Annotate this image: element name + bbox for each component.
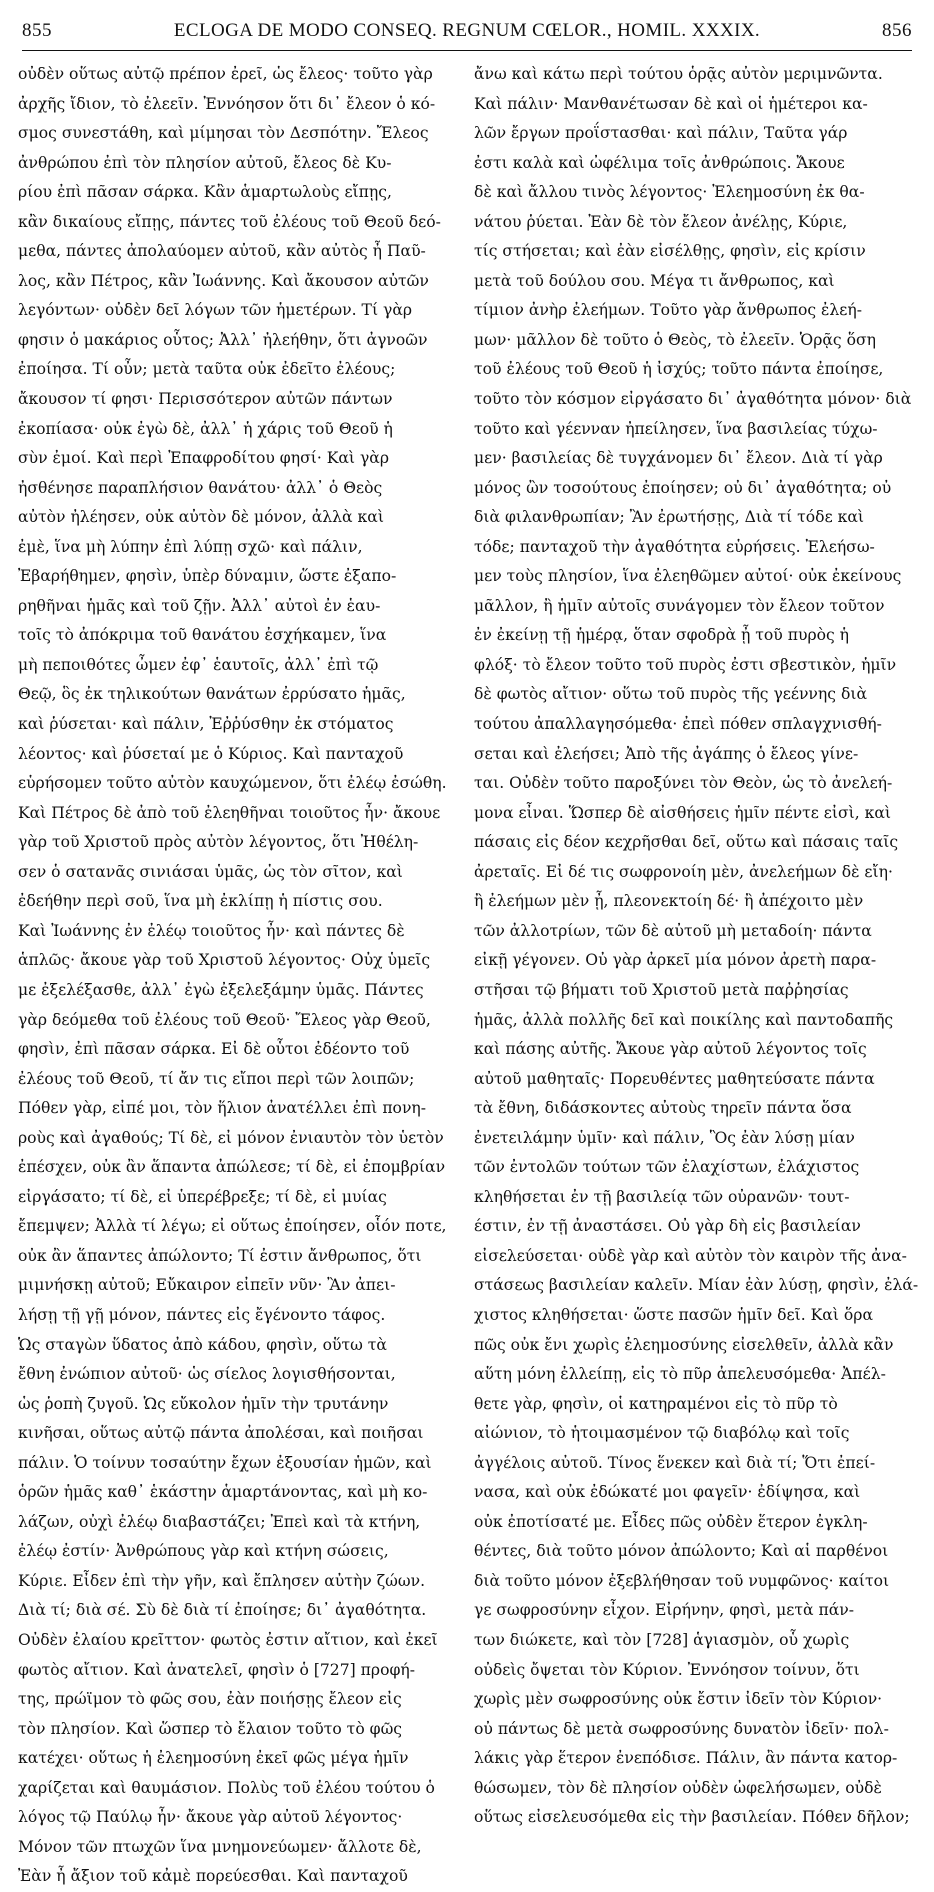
text-line: φλόξ· τὸ ἔλεον τοῦτο τοῦ πυρὸς ἐστι σβεστικὸν, ἡμῖν [474,655,897,674]
text-line: Καὶ Πέτρος δὲ ἀπὸ τοῦ ἐλεηθῆναι τοιοῦτος ἦν· ἄκουε [18,803,441,822]
text-line: αὐτοῦ μαθηταῖς· Πορευθέντες μαθητεύσατε πάντα [474,1069,875,1088]
text-line: διὰ τοῦτο μόνον ἐξεβλήθησαν τοῦ νυμφῶνος· καίτοι [474,1571,890,1590]
text-line: γὰρ τοῦ Χριστοῦ πρὸς αὐτὸν λέγοντος, ὅτι Ἠθέλη- [18,833,419,852]
text-line: γε σωφροσύνην εἶχον. Εἰρήνην, φησὶ, μετὰ πάν- [474,1601,855,1620]
text-line: ὁρῶν ἡμᾶς καθ᾽ ἑκάστην ἁμαρτάνοντας, καὶ μὴ κο- [18,1483,428,1502]
text-line: διὰ φιλανθρωπίαν; Ἂν ἐρωτήσῃς, Διὰ τί τόδε καὶ [474,508,864,527]
text-line: ἔπεμψεν; Ἀλλὰ τί λέγω; εἰ οὕτως ἐποίησεν, οἷόν ποτε, [18,1217,447,1236]
text-line: κληθήσεται ἐν τῇ βασιλείᾳ τῶν οὐρανῶν· τουτ- [474,1187,850,1206]
text-line: τῶν ἐντολῶν τούτων τῶν ἐλαχίστων, ἐλάχιστος [474,1158,860,1177]
text-line: λάζων, οὐχὶ ἐλέῳ διαβαστάζει; Ἐπεὶ καὶ τὰ κτήνη, [18,1512,421,1531]
text-line: σεν ὁ σατανᾶς σινιάσαι ὑμᾶς, ὡς τὸν σῖτον, καὶ [18,862,403,881]
text-line: Μόνον τῶν πτωχῶν ἵνα μνημονεύωμεν· ἄλλοτε δὲ, [18,1837,422,1856]
text-line: των διώκετε, καὶ τὸν [728] ἁγιασμὸν, οὗ χωρὶς [474,1630,850,1649]
text-line: Ἐβαρήθημεν, φησὶν, ὑπὲρ δύναμιν, ὥστε ἐξαπο- [18,567,397,586]
text-line: της, πρώϊμον τὸ φῶς σου, ἐὰν ποιήσῃς ἔλεον εἰς [18,1690,402,1709]
text-line: Ὡς σταγὼν ὕδατος ἀπὸ κάδου, φησὶν, οὕτω τὰ [18,1335,387,1354]
text-line: ἀγγέλοις αὐτοῦ. Τίνος ἕνεκεν καὶ διὰ τί; Ὅτι ἐπεί- [474,1453,876,1472]
text-line: σὺν ἐμοί. Καὶ περὶ Ἐπαφροδίτου φησί· Καὶ γὰρ [18,449,390,468]
text-line: ἐνετειλάμην ὑμῖν· καὶ πάλιν, Ὃς ἐὰν λύσῃ μίαν [474,1128,855,1147]
text-line: τῶν ἀλλοτρίων, τῶν δὲ αὐτοῦ μὴ μεταδοίη· πάντα [474,921,872,940]
text-line: ροὺς καὶ ἀγαθούς; Τί δὲ, εἰ μόνον ἐνιαυτὸν τὸν ὑετὸν [18,1128,444,1147]
text-line: οὕτως εἰσελευσόμεθα εἰς τὴν βασιλείαν. Πόθεν δῆλον; [474,1808,910,1827]
text-line: δὲ καὶ ἄλλου τινὸς λέγοντος· Ἐλεημοσύνη ἐκ θα- [474,183,865,202]
text-line: τὸν πλησίον. Καὶ ὥσπερ τὸ ἔλαιον τοῦτο τὸ φῶς [18,1719,403,1738]
running-title: ECLOGA DE MODO CONSEQ. REGNUM CŒLOR., HOMIL. XXXIX. [173,20,761,41]
text-line: ἐλέῳ ἐστίν· Ἀνθρώπους γὰρ καὶ κτήνη σώσεις, [18,1542,389,1561]
text-line: λήσῃ τῇ γῇ μόνον, πάντες εἰς ἔγένοντο τάφος. [18,1305,386,1324]
text-line: εἰκῇ γέγονεν. Οὐ γὰρ ἀρκεῖ μία μόνον ἀρετὴ παρα- [474,951,877,970]
text-line: ἐδεήθην περὶ σοῦ, ἵνα μὴ ἐκλίπῃ ἡ πίστις σου. [18,892,383,911]
text-line: τοῦ ἐλέους τοῦ Θεοῦ ἡ ἰσχύς; τοῦτο πάντα ἐποίησε, [474,360,884,379]
text-line: Πόθεν γὰρ, εἰπέ μοι, τὸν ἥλιον ἀνατέλλει ἐπὶ πονη- [18,1099,427,1118]
text-line: ἄνω καὶ κάτω περὶ τούτου ὁρᾷς αὐτὸν μεριμνῶντα. [474,65,883,83]
text-line: τίμιον ἀνὴρ ἐλεήμων. Τοῦτο γὰρ ἄνθρωπος ἐλεή- [474,301,862,320]
text-line: κινῆσαι, οὕτως αὐτῷ πάντα ἀπολέσαι, καὶ ποιῆσαι [18,1424,424,1443]
text-line: ρηθῆναι ἡμᾶς καὶ τοῦ ζῇν. Ἀλλ᾽ αὐτοὶ ἐν ἑαυ- [18,596,381,615]
text-line: σμος συνεστάθη, καὶ μίμησαι τὸν Δεσπότην. Ἔλεος [18,124,429,143]
text-line: αἰώνιον, τὸ ἡτοιμασμένον τῷ διαβόλῳ καὶ τοῖς [474,1424,850,1443]
text-line: καὶ ῥύσεται· καὶ πάλιν, Ἐῤῥύσθην ἐκ στόματος [18,715,394,734]
text-line: τοῦτο καὶ γέενναν ἠπείλησεν, ἵνα βασιλείας τύχω- [474,419,878,438]
text-line: οὐκ ἂν ἅπαντες ἀπώλοντο; Τί ἐστιν ἄνθρωπος, ὅτι [18,1246,422,1265]
text-line: ἐν ἐκείνῃ τῇ ἡμέρᾳ, ὅταν σφοδρὰ ᾖ τοῦ πυρὸς ἡ [474,626,850,645]
text-line: ἐπέσχεν, οὐκ ἂν ἅπαντα ἀπώλεσε; τί δὲ, εἰ ἐπομβρίαν [18,1158,446,1177]
text-line: ἡμᾶς, ἀλλὰ πολλῆς δεῖ καὶ ποικίλης καὶ παντοδαπῆς [474,1010,894,1029]
text-line: θετε γὰρ, φησὶν, οἱ κατηραμένοι εἰς τὸ πῦρ τὸ [474,1394,838,1413]
text-line: λέοντος· καὶ ῥύσεταί με ὁ Κύριος. Καὶ πανταχοῦ [18,744,404,763]
text-line: μεν τοὺς πλησίον, ἵνα ἐλεηθῶμεν αὐτοί· οὐκ ἐκείνους [474,567,902,586]
text-line: κατέχει· οὕτως ἡ ἐλεημοσύνη ἐκεῖ φῶς μέγα ἡμῖν [18,1749,409,1768]
text-line: πάλιν. Ὁ τοίνυν τοσαύτην ἔχων ἐξουσίαν ἡμῶν, καὶ [18,1453,432,1472]
text-line: δὲ φωτὸς αἴτιον· οὕτω τοῦ πυρὸς τῆς γεέννης διὰ [474,685,867,704]
text-line: μετὰ τοῦ δούλου σου. Μέγα τι ἄνθρωπος, καὶ [474,271,835,290]
text-line: νάτου ῥύεται. Ἐὰν δὲ τὸν ἔλεον ἀνέλῃς, Κύριε, [474,212,848,231]
text-line: μων· μᾶλλον δὲ τοῦτο ὁ Θεὸς, τὸ ἐλεεῖν. Ὁρᾷς ὅση [474,330,876,349]
text-line: οὐκ ἐποτίσατέ με. Εἶδες πῶς οὐδὲν ἕτερον ἐγκλη- [474,1512,868,1531]
text-line: οὐδὲν οὕτως αὐτῷ πρέπον ἐρεῖ, ὡς ἔλεος· τοῦτο γὰρ [18,65,433,83]
text-line: λος, κἂν Πέτρος, κἂν Ἰωάννης. Καὶ ἄκουσον αὐτῶν [18,271,429,290]
left-text-column [18,60,466,1886]
text-line: χαρίζεται καὶ θαυμάσιον. Πολὺς τοῦ ἐλέου τούτου ὁ [18,1778,435,1797]
text-line: ἁπλῶς· ἄκουε γὰρ τοῦ Χριστοῦ λέγοντος· Οὐχ ὑμεῖς [18,951,431,970]
text-line: Κύριε. Εἶδεν ἐπὶ τὴν γῆν, καὶ ἔπλησεν αὐτὴν ζώων. [18,1571,426,1590]
text-line: τίς στήσεται; καὶ ἐὰν εἰσέλθῃς, φησὶν, εἰς κρίσιν [474,242,866,261]
right-text-column [474,60,922,1827]
text-line: θώσωμεν, τὸν δὲ πλησίον οὐδὲν ὠφελήσωμεν, οὐδὲ [474,1778,882,1797]
text-line: λῶν ἔργων προΐστασθαι· καὶ πάλιν, Ταῦτα γάρ [474,124,848,143]
text-line: ἀρχῆς ἴδιον, τὸ ἐλεεῖν. Ἐννόησον ὅτι δι᾽ ἔλεον ὁ κό- [18,94,436,113]
text-line: Διὰ τί; διὰ σέ. Σὺ δὲ διὰ τί ἐποίησε; δι᾽ ἀγαθότητα. [18,1601,427,1620]
text-line: μᾶλλον, ἢ ἡμῖν αὐτοῖς συνάγομεν τὸν ἔλεον τοῦτον [474,596,885,615]
text-line: μόνος ὢν τοσούτους ἐποίησεν; οὐ δι᾽ ἀγαθότητα; οὐ [474,478,892,497]
text-line: αὐτὸν ἠλέησεν, οὐκ αὐτὸν δὲ μόνον, ἀλλὰ καὶ [18,508,384,527]
text-line: λάκις γὰρ ἕτερον ἐνεπόδισε. Πάλιν, ἂν πάντα κατορ- [474,1749,898,1768]
text-line: τόδε; πανταχοῦ τὴν ἀγαθότητα εὑρήσεις. Ἐλεήσω- [474,537,875,556]
text-line: ἐμὲ, ἵνα μὴ λύπην ἐπὶ λύπῃ σχῶ· καὶ πάλιν, [18,537,363,556]
text-line: ἐκοπίασα· οὐκ ἐγὼ δὲ, ἀλλ᾽ ἡ χάρις τοῦ Θεοῦ ἡ [18,419,393,438]
text-line: ἐποίησα. Τί οὖν; μετὰ ταῦτα οὐκ ἐδεῖτο ἐλέους; [18,360,396,379]
text-line: Οὐδὲν ἐλαίου κρεῖττον· φωτὸς ἐστιν αἴτιον, καὶ ἐκεῖ [18,1630,438,1649]
text-line: ἄκουσον τί φησι· Περισσότερον αὐτῶν πάντων [18,390,393,409]
text-line: πάσαις εἰς δέον κεχρῆσθαι δεῖ, οὕτω καὶ πάσαις ταῖς [474,833,899,852]
text-line: ἐλέους τοῦ Θεοῦ, τί ἄν τις εἴποι περὶ τῶν λοιπῶν; [18,1069,415,1088]
page-number-left: 855 [22,20,52,41]
text-line: φησὶν, ἐπὶ πᾶσαν σάρκα. Εἰ δὲ οὗτοι ἐδέοντο τοῦ [18,1040,410,1059]
text-line: με ἐξελέξασθε, ἀλλ᾽ ἐγὼ ἐξελεξάμην ὑμᾶς. Πάντες [18,980,424,999]
text-line: τοῦτο τὸν κόσμον εἰργάσατο δι᾽ ἀγαθότητα μόνον· διὰ [474,390,912,409]
text-line: οὐδεὶς ὄψεται τὸν Κύριον. Ἐννόησον τοίνυν, ὅτι [474,1660,860,1679]
text-line: λόγος τῷ Παύλῳ ἦν· ἄκουε γὰρ αὐτοῦ λέγοντος· [18,1808,403,1827]
text-line: γὰρ δεόμεθα τοῦ ἐλέους τοῦ Θεοῦ· Ἔλεος γὰρ Θεοῦ, [18,1010,431,1029]
text-line: λεγόντων· οὐδὲν δεῖ λόγων τῶν ἡμετέρων. Τί γὰρ [18,301,413,320]
text-line: πῶς οὐκ ἔνι χωρὶς ἐλεημοσύνης εἰσελθεῖν, ἀλλὰ κἂν [474,1335,894,1354]
text-line: εἰργάσατο; τί δὲ, εἰ ὑπερέβρεξε; τί δὲ, εἰ μυίας [18,1187,387,1206]
text-line: ὡς ῥοπὴ ζυγοῦ. Ὡς εὔκολον ἡμῖν τὴν τρυτάνην [18,1394,389,1413]
running-header [22,8,912,51]
text-line: ἀνθρώπου ἐπὶ τὸν πλησίον αὐτοῦ, ἔλεος δὲ Κυ- [18,153,392,172]
text-line: κἂν δικαίους εἴπῃς, πάντες τοῦ ἐλέους τοῦ Θεοῦ δεό- [18,212,441,231]
text-line: στάσεως βασιλείαν καλεῖν. Μίαν ἐὰν λύσῃ, φησὶν, ἐλά- [474,1276,919,1295]
text-line: χιστος κληθήσεται· ὥστε πασῶν ἡμῖν δεῖ. Καὶ ὅρα [474,1305,873,1324]
text-line: εὑρήσομεν τοῦτο αὐτὸν καυχώμενον, ὅτι ἐλέῳ ἐσώθη. [18,774,447,793]
text-line: χωρὶς μὲν σωφροσύνης οὐκ ἔστιν ἰδεῖν τὸν Κύριον· [474,1690,883,1709]
text-line: μεν· βασιλείας δὲ τυγχάνομεν δι᾽ ἔλεον. Διὰ τί γὰρ [474,449,883,468]
text-line: μεθα, πάντες ἀπολαύομεν αὐτοῦ, κἂν αὐτὸς ἦ Παῦ- [18,242,426,261]
text-line: μιμνήσκῃ αὐτοῦ; Εὔκαιρον εἰπεῖν νῦν· Ἂν ἀπει- [18,1276,396,1295]
text-line: θέντες, διὰ τοῦτο μόνον ἀπώλοντο; Καὶ αἱ παρθένοι [474,1542,889,1561]
text-line: φωτὸς αἴτιον. Καὶ ἀνατελεῖ, φησὶν ὁ [727] προφή- [18,1660,416,1679]
text-line: ἔθνη ἐνώπιον αὐτοῦ· ὡς σίελος λογισθήσονται, [18,1365,396,1384]
text-line: τοῖς τὸ ἀπόκριμα τοῦ θανάτου ἐσχήκαμεν, ἵνα [18,626,387,645]
text-line: ρίου ἐπὶ πᾶσαν σάρκα. Κἂν ἁμαρτωλοὺς εἴπῃς, [18,183,392,202]
text-line: μὴ πεποιθότες ὦμεν ἐφ᾽ ἑαυτοῖς, ἀλλ᾽ ἐπὶ τῷ [18,655,379,674]
text-line: ἢ ἐλεήμων μὲν ᾖ, πλεονεκτοίη δέ· ἢ ἀπέχοιτο μὲν [474,892,864,911]
text-line: Καὶ πάλιν· Μανθανέτωσαν δὲ καὶ οἱ ἡμέτεροι κα- [474,94,868,113]
text-line: ἠσθένησε παραπλήσιον θανάτου· ἀλλ᾽ ὁ Θεὸς [18,478,383,497]
text-line: σεται καὶ ἐλεήσει; Ἀπὸ τῆς ἀγάπης ὁ ἔλεος γίνε- [474,744,859,763]
text-line: τούτου ἀπαλλαγησόμεθα· ἐπεὶ πόθεν σπλαγχνισθή- [474,715,882,734]
text-line: Θεῷ, ὃς ἐκ τηλικούτων θανάτων ἐρρύσατο ἡμᾶς, [18,685,406,704]
text-line: τὰ ἔθνη, διδάσκοντες αὐτοὺς τηρεῖν πάντα ὅσα [474,1099,852,1118]
text-line: αὕτη μόνη ἐλλείπῃ, εἰς τὸ πῦρ ἀπελευσόμεθα· Ἀπέλ- [474,1365,886,1384]
text-line: οὐ πάντως δὲ μετὰ σωφροσύνης δυνατὸν ἰδεῖν· πολ- [474,1719,889,1738]
page-number-right: 856 [882,20,912,41]
text-line: Ἐὰν ἦ ἄξιον τοῦ κἀμὲ πορεύεσθαι. Καὶ πανταχοῦ [18,1867,408,1886]
text-line: φησιν ὁ μακάριος οὗτος; Ἀλλ᾽ ἠλεήθην, ὅτι ἀγνοῶν [18,330,428,349]
text-line: έστιν, ἐν τῇ ἀναστάσει. Οὐ γὰρ δὴ εἰς βασιλείαν [474,1217,861,1236]
text-line: ἀρεταῖς. Εἰ δέ τις σωφρονοίη μὲν, ἀνελεήμων δὲ εἴη· [474,862,893,881]
text-line: καὶ πάσης αὐτῆς. Ἄκουε γὰρ αὐτοῦ λέγοντος τοῖς [474,1040,867,1059]
text-line: ἐστι καλὰ καὶ ὠφέλιμα τοῖς ἀνθρώποις. Ἄκουε [474,153,845,172]
text-line: Καὶ Ἰωάννης ἐν ἐλέῳ τοιοῦτος ἦν· καὶ πάντες δὲ [18,921,405,940]
text-line: εἰσελεύσεται· οὐδὲ γὰρ καὶ αὐτὸν τὸν καιρὸν τῆς ἀνα- [474,1246,907,1265]
text-line: μονα εἶναι. Ὥσπερ δὲ αἰσθήσεις ἡμῖν πέντε εἰσὶ, καὶ [474,803,892,822]
text-line: στῆσαι τῷ βήματι τοῦ Χριστοῦ μετὰ παῤῥησίας [474,980,849,999]
text-line: νασα, καὶ οὐκ ἐδώκατέ μοι φαγεῖν· ἐδίψησα, καὶ [474,1483,861,1502]
text-line: ται. Οὐδὲν τοῦτο παροξύνει τὸν Θεὸν, ὡς τὸ ἀνελεή- [474,774,893,793]
